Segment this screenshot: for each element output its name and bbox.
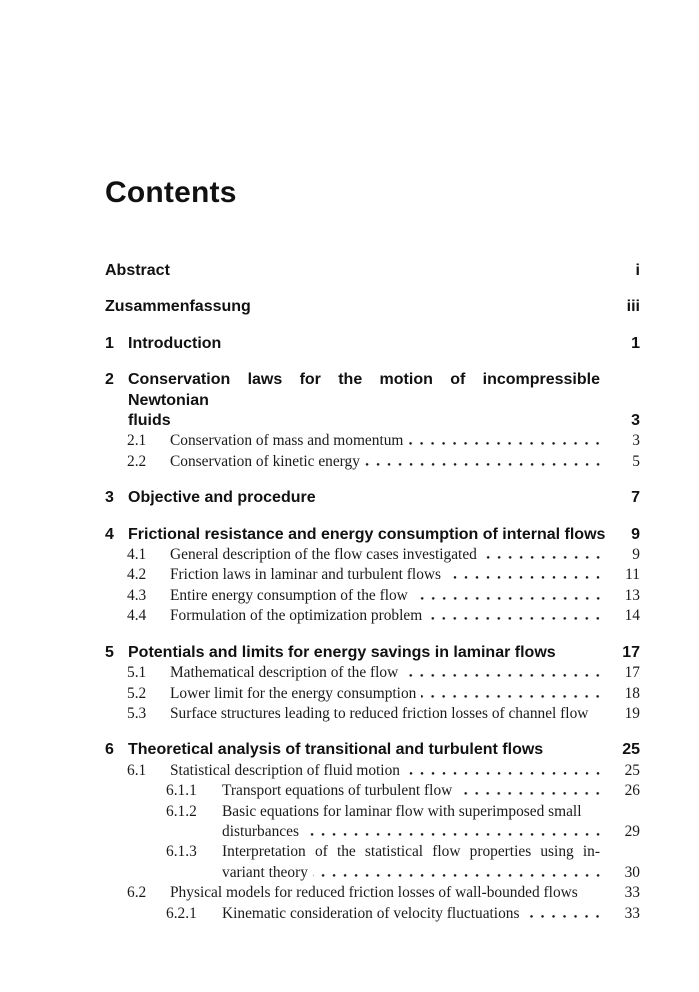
entry-number: 4 — [105, 525, 114, 543]
entry-number: 6.2.1 — [166, 904, 197, 922]
entry-number: 2.1 — [127, 432, 147, 450]
entry-number: 4.2 — [127, 566, 147, 584]
entry-last-line — [170, 761, 640, 781]
entry-body — [222, 802, 640, 843]
entry-page: 5 — [632, 452, 640, 470]
entry-number: 6.1.2 — [166, 802, 197, 820]
entry-body — [170, 761, 640, 781]
entry-last-line — [105, 297, 640, 317]
entry-title-line: Conservation laws for the motion of incompressible Newtonian — [128, 371, 600, 409]
entry-page: iii — [626, 298, 640, 316]
toc-entry-5-2 — [105, 684, 640, 704]
entry-last-line — [128, 643, 640, 663]
entry-title: Lower limit for the energy consumption — [170, 684, 417, 702]
entry-number: 6.2 — [127, 884, 147, 902]
toc-entry-4-2 — [105, 565, 640, 585]
entry-body — [222, 781, 640, 801]
entry-title: disturbances — [222, 822, 299, 840]
entry-body — [170, 452, 640, 472]
entry-last-line — [170, 586, 640, 606]
toc-entry-2 — [105, 370, 640, 431]
entry-last-line — [170, 452, 640, 472]
entry-last-line — [170, 431, 640, 451]
entry-page: 33 — [624, 904, 640, 922]
toc-entry-4-1 — [105, 545, 640, 565]
toc-entry-2-1 — [105, 431, 640, 451]
entry-title: Introduction — [128, 334, 222, 352]
entry-number: 4.3 — [127, 586, 147, 604]
entry-page: 9 — [631, 525, 640, 543]
entry-title: Surface structures leading to reduced friction losses of channel flow — [170, 704, 589, 722]
entry-title: Zusammenfassung — [105, 298, 251, 316]
entry-body — [128, 370, 640, 431]
entry-body — [128, 643, 640, 663]
toc-entry-4 — [105, 525, 640, 545]
entry-last-line — [170, 704, 640, 724]
entry-last-line — [105, 261, 640, 281]
entry-title: Potentials and limits for energy savings in laminar flows — [128, 643, 556, 661]
entry-body — [170, 565, 640, 585]
entry-body — [170, 606, 640, 626]
entry-last-line — [128, 740, 640, 760]
toc-entry-5-3 — [105, 704, 640, 724]
entry-page: 3 — [631, 412, 640, 430]
entry-number: 6.1.3 — [166, 843, 197, 861]
entry-last-line — [170, 545, 640, 565]
toc-entry-6-2-1 — [105, 904, 640, 924]
entry-body — [170, 586, 640, 606]
entry-page: 29 — [624, 822, 640, 840]
entry-body — [128, 525, 640, 545]
toc-entry-6-1 — [105, 761, 640, 781]
entry-page: 19 — [624, 704, 640, 722]
entry-last-line — [170, 565, 640, 585]
entry-body — [105, 297, 640, 317]
entry-title-line: Interpretation of the statistical flow properties using in- — [222, 843, 600, 861]
entry-title: Frictional resistance and energy consumption of internal flows — [128, 525, 606, 543]
entry-title: Conservation of mass and momentum — [170, 432, 404, 450]
entry-number: 6 — [105, 741, 114, 759]
toc-entry-4-4 — [105, 606, 640, 626]
entry-number: 5.3 — [127, 704, 147, 722]
entry-title-line: Basic equations for laminar flow with superimposed small — [222, 802, 582, 820]
entry-page: 1 — [631, 334, 640, 352]
entry-number: 2.2 — [127, 452, 147, 470]
entry-body — [170, 663, 640, 683]
entry-page: i — [635, 262, 640, 279]
toc-entry-5 — [105, 643, 640, 663]
toc-entry-6 — [105, 740, 640, 760]
toc-entry-6-1-2 — [105, 802, 640, 843]
entry-title: Mathematical description of the flow — [170, 664, 399, 682]
entry-page: 18 — [624, 684, 640, 702]
entry-page: 17 — [622, 643, 640, 661]
entry-page: 9 — [632, 546, 640, 564]
entry-number: 5.1 — [127, 664, 147, 682]
entry-title: Theoretical analysis of transitional and turbulent flows — [128, 741, 544, 759]
entry-title: Transport equations of turbulent flow — [222, 782, 453, 800]
toc-entry-3 — [105, 488, 640, 508]
entry-page: 25 — [622, 741, 640, 759]
entry-body — [170, 545, 640, 565]
toc-entry-6-2 — [105, 883, 640, 903]
entry-page: 25 — [624, 761, 640, 779]
entry-number: 1 — [105, 334, 114, 352]
entry-number: 5 — [105, 643, 114, 661]
entry-body — [128, 740, 640, 760]
entry-page: 14 — [624, 607, 640, 625]
entry-title: Statistical description of fluid motion — [170, 761, 400, 779]
toc-entry-abstract — [105, 261, 640, 281]
toc-entry-2-2 — [105, 452, 640, 472]
toc-entry-1 — [105, 334, 640, 354]
entry-last-line — [222, 904, 640, 924]
entry-last-line — [128, 411, 640, 431]
entry-body — [170, 704, 640, 724]
entry-number: 5.2 — [127, 684, 147, 702]
entry-last-line — [170, 883, 640, 903]
entry-page: 26 — [624, 782, 640, 800]
entry-title: Entire energy consumption of the flow — [170, 586, 408, 604]
entry-page: 7 — [631, 489, 640, 507]
toc-entry-zusammenfassung — [105, 297, 640, 317]
toc-entry-6-1-1 — [105, 781, 640, 801]
entry-title: Friction laws in laminar and turbulent flows — [170, 566, 441, 584]
entry-last-line — [170, 684, 640, 704]
page-title: Contents — [105, 176, 237, 209]
entry-title: Abstract — [105, 262, 170, 279]
entry-page: 13 — [624, 586, 640, 604]
entry-title: variant theory — [222, 863, 308, 881]
entry-page: 11 — [625, 566, 640, 584]
toc-list — [105, 245, 640, 924]
entry-body — [128, 488, 640, 508]
entry-number: 4.1 — [127, 546, 147, 564]
entry-last-line — [128, 488, 640, 508]
entry-last-line — [128, 334, 640, 354]
entry-page: 3 — [632, 432, 640, 450]
entry-body — [222, 842, 640, 883]
entry-page: 33 — [624, 884, 640, 902]
toc-entry-5-1 — [105, 663, 640, 683]
entry-body — [128, 334, 640, 354]
entry-title: Kinematic consideration of velocity fluctuations — [222, 904, 520, 922]
entry-page: 30 — [624, 863, 640, 881]
entry-number: 6.1.1 — [166, 782, 197, 800]
entry-title: Physical models for reduced friction losses of wall-bounded flows — [170, 884, 578, 902]
entry-last-line — [222, 822, 640, 842]
toc-entry-6-1-3 — [105, 842, 640, 883]
toc-content — [105, 0, 640, 924]
entry-number: 4.4 — [127, 607, 147, 625]
entry-last-line — [128, 525, 640, 545]
entry-number: 3 — [105, 489, 114, 507]
entry-last-line — [170, 663, 640, 683]
entry-title: Objective and procedure — [128, 489, 316, 507]
entry-title: General description of the flow cases investigated — [170, 546, 477, 564]
entry-body — [170, 684, 640, 704]
entry-last-line — [170, 606, 640, 626]
entry-last-line — [222, 863, 640, 883]
entry-title: Formulation of the optimization problem — [170, 607, 423, 625]
entry-body — [105, 261, 640, 281]
entry-title: Conservation of kinetic energy — [170, 452, 360, 470]
entry-body — [222, 904, 640, 924]
entry-page: 17 — [624, 664, 640, 682]
entry-title: fluids — [128, 412, 171, 430]
entry-number: 6.1 — [127, 761, 147, 779]
entry-body — [170, 883, 640, 903]
entry-last-line — [222, 781, 640, 801]
entry-body — [170, 431, 640, 451]
entry-number: 2 — [105, 371, 114, 389]
toc-entry-4-3 — [105, 586, 640, 606]
